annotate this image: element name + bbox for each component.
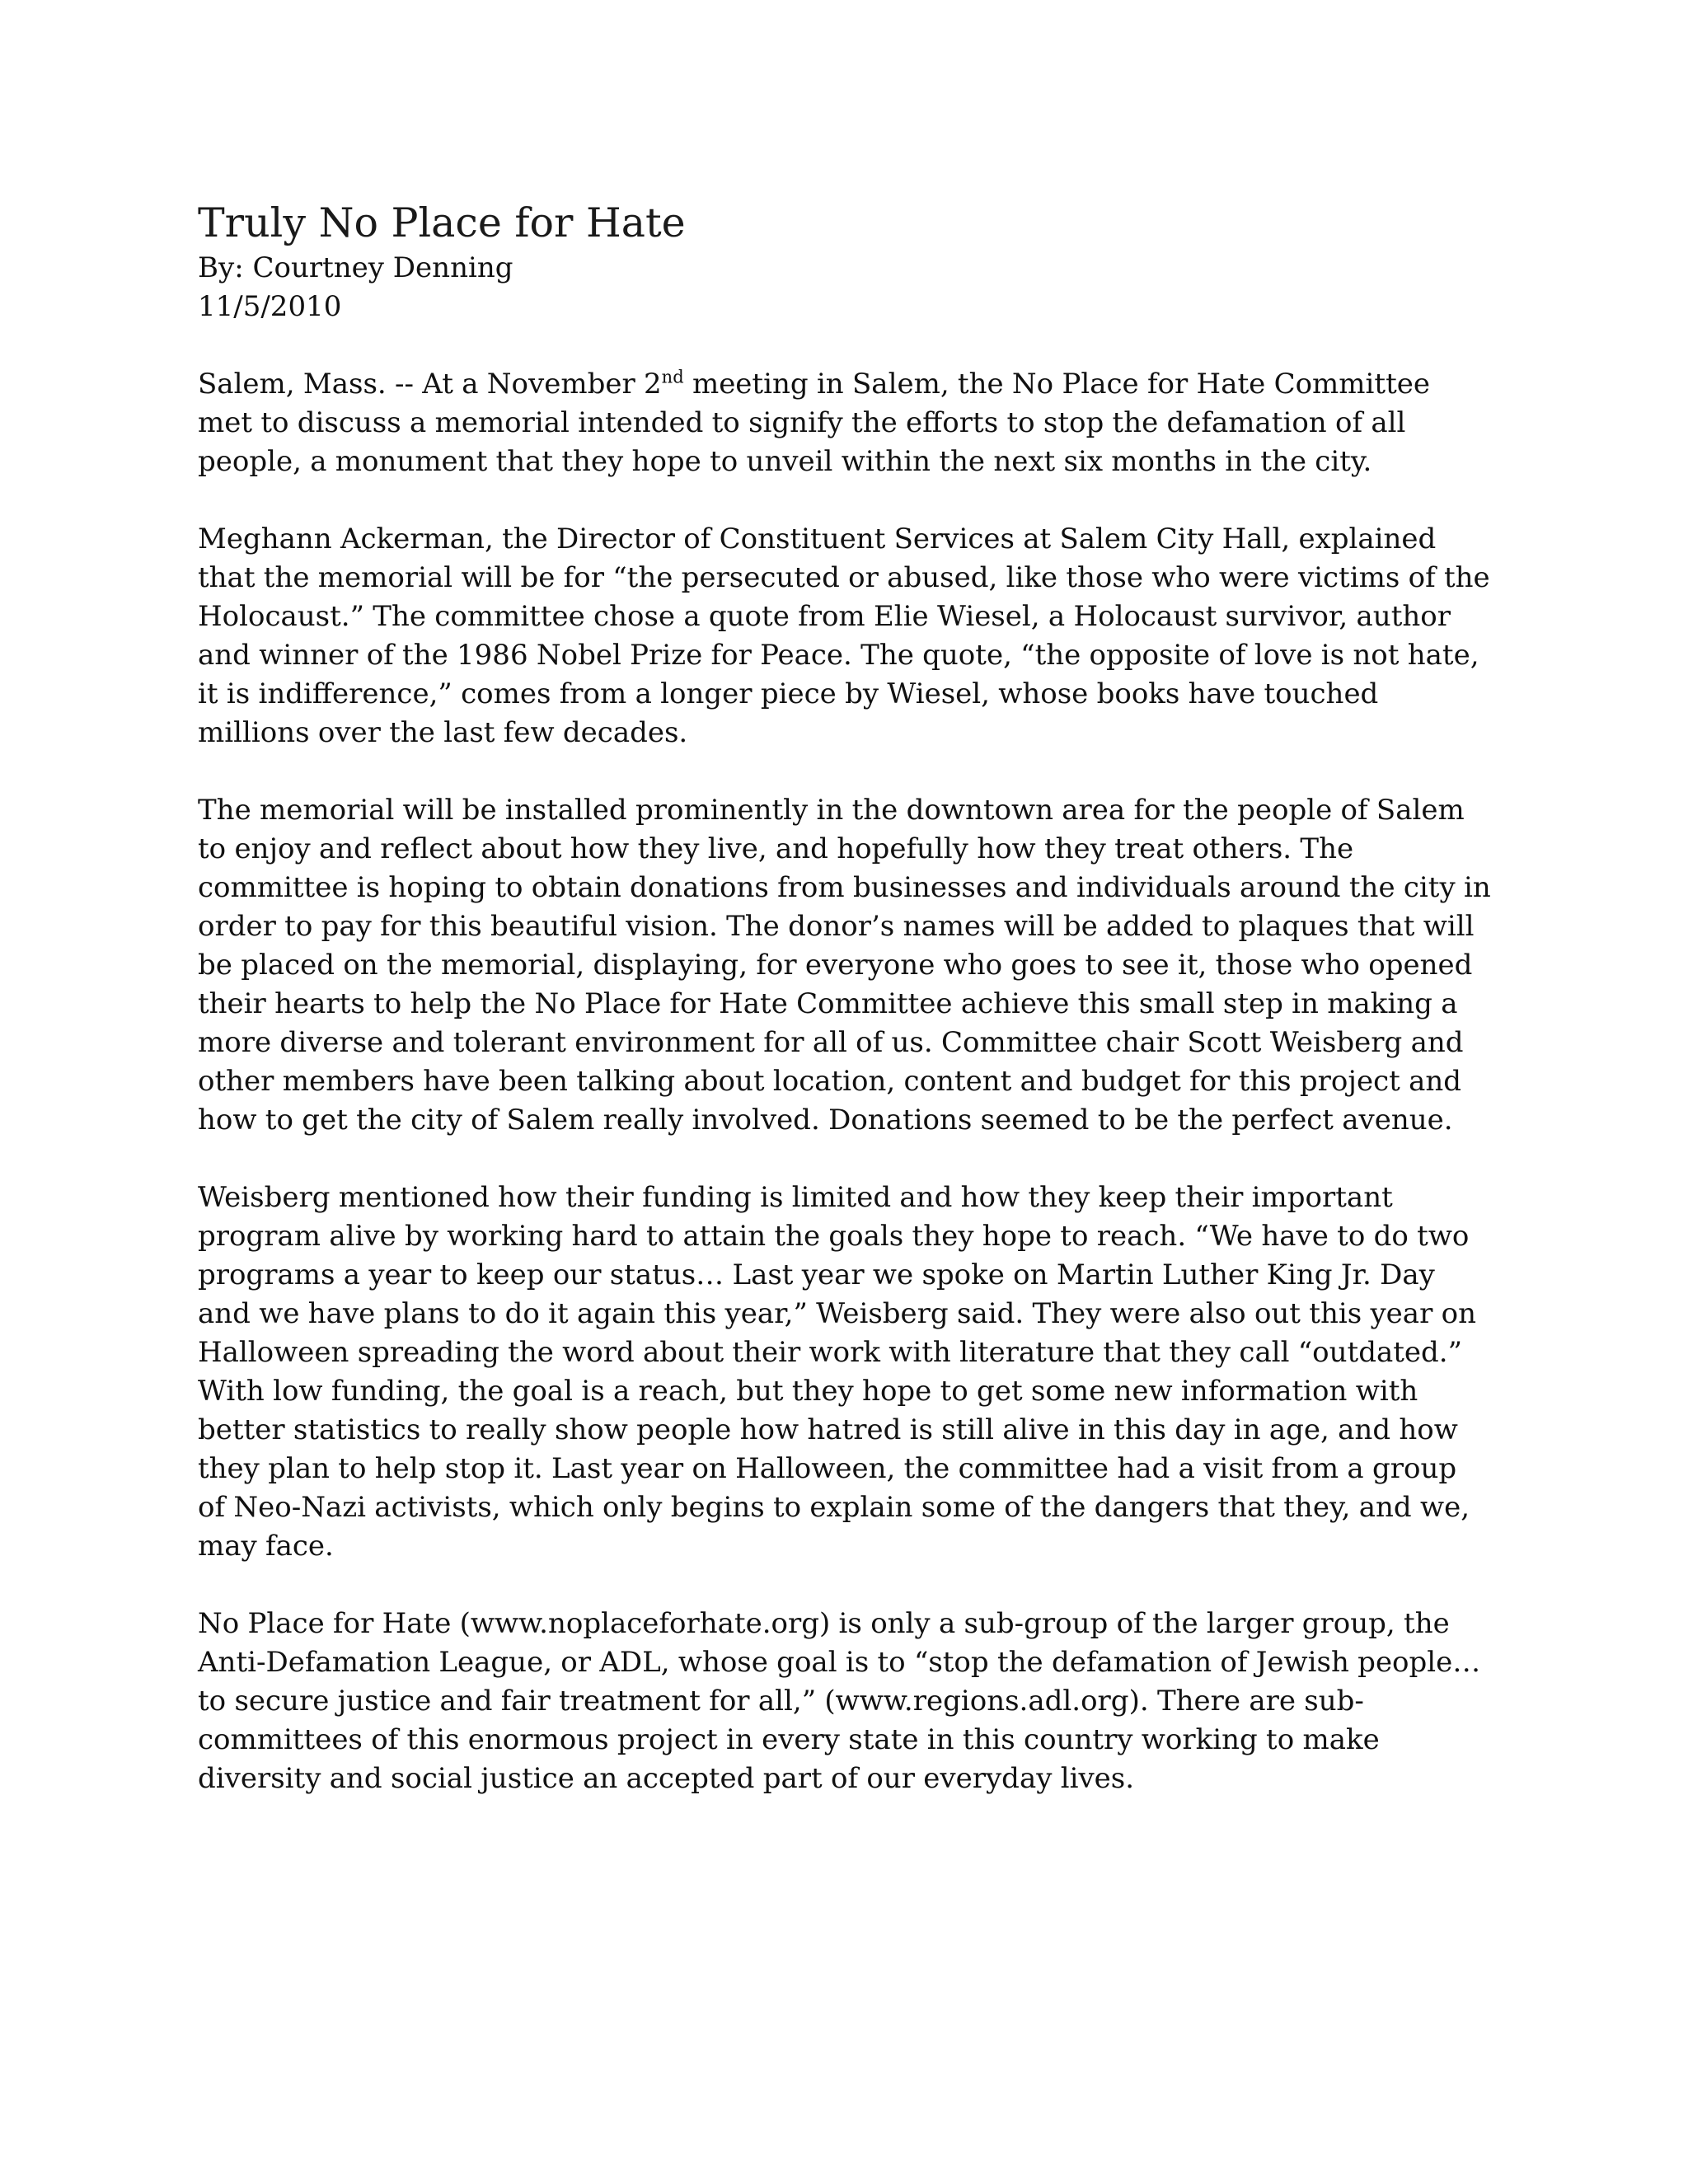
article-body [198,198,1492,1798]
paragraph-1-lead: Salem, Mass. -- At a November 2 [198,368,662,401]
article-title: Truly No Place for Hate [198,199,686,246]
article-byline: By: Courtney Denning [198,251,513,284]
paragraph-1-rest: meeting in Salem, the No Place for Hate Committee met to discuss a memorial intended to signify the efforts to stop the defamation of all people, a monument that they hope to unveil within the next six months in the city. [198,368,1430,478]
paragraph-3: The memorial will be installed prominently in the downtown area for the people of Salem to enjoy and reflect about how they live, and hopefully how they treat others. The committee is hoping to obtain donations from businesses and individuals around the city in order to pay for this beautiful vision. The donor’s names will be added to plaques that will be placed on the memorial, displaying, for everyone who goes to see it, those who opened their hearts to help the No Place for Hate Committee achieve this small step in making a more diverse and tolerant environment for all of us. Committee chair Scott Weisberg and other members have been talking about location, content and budget for this project and how to get the city of Salem really involved. Donations seemed to be the perfect avenue. [198,794,1491,1137]
paragraph-4: Weisberg mentioned how their funding is limited and how they keep their important program alive by working hard to attain the goals they hope to reach. “We have to do two programs a year to keep our status… Last year we spoke on Martin Luther King Jr. Day and we have plans to do it again this year,” Weisberg said. They were also out this year on Halloween spreading the word about their work with literature that they call “outdated.” With low funding, the goal is a reach, but they hope to get some new information with better statistics to really show people how hatred is still alive in this day in age, and how they plan to help stop it. Last year on Halloween, the committee had a visit from a group of Neo-Nazi activists, which only begins to explain some of the dangers that they, and we, may face. [198,1181,1476,1563]
ordinal-suffix: nd [661,367,684,387]
paragraph-2: Meghann Ackerman, the Director of Constituent Services at Salem City Hall, explained that the memorial will be for “the persecuted or abused, like those who were victims of the Holocaust.” The committee chose a quote from Elie Wiesel, a Holocaust survivor, author and winner of the 1986 Nobel Prize for Peace. The quote, “the opposite of love is not hate, it is indifference,” comes from a longer piece by Wiesel, whose books have touched millions over the last few decades. [198,523,1490,749]
article-date: 11/5/2010 [198,290,342,323]
paragraph-1 [198,365,1492,481]
paragraph-5: No Place for Hate (www.noplaceforhate.org) is only a sub-group of the larger group, the Anti-Defamation League, or ADL, whose goal is to “stop the defamation of Jewish people… to secure justice and fair treatment for all,” (www.regions.adl.org). There are sub-committees of this enormous project in every state in this country working to make diversity and social justice an accepted part of our everyday lives. [198,1607,1481,1795]
